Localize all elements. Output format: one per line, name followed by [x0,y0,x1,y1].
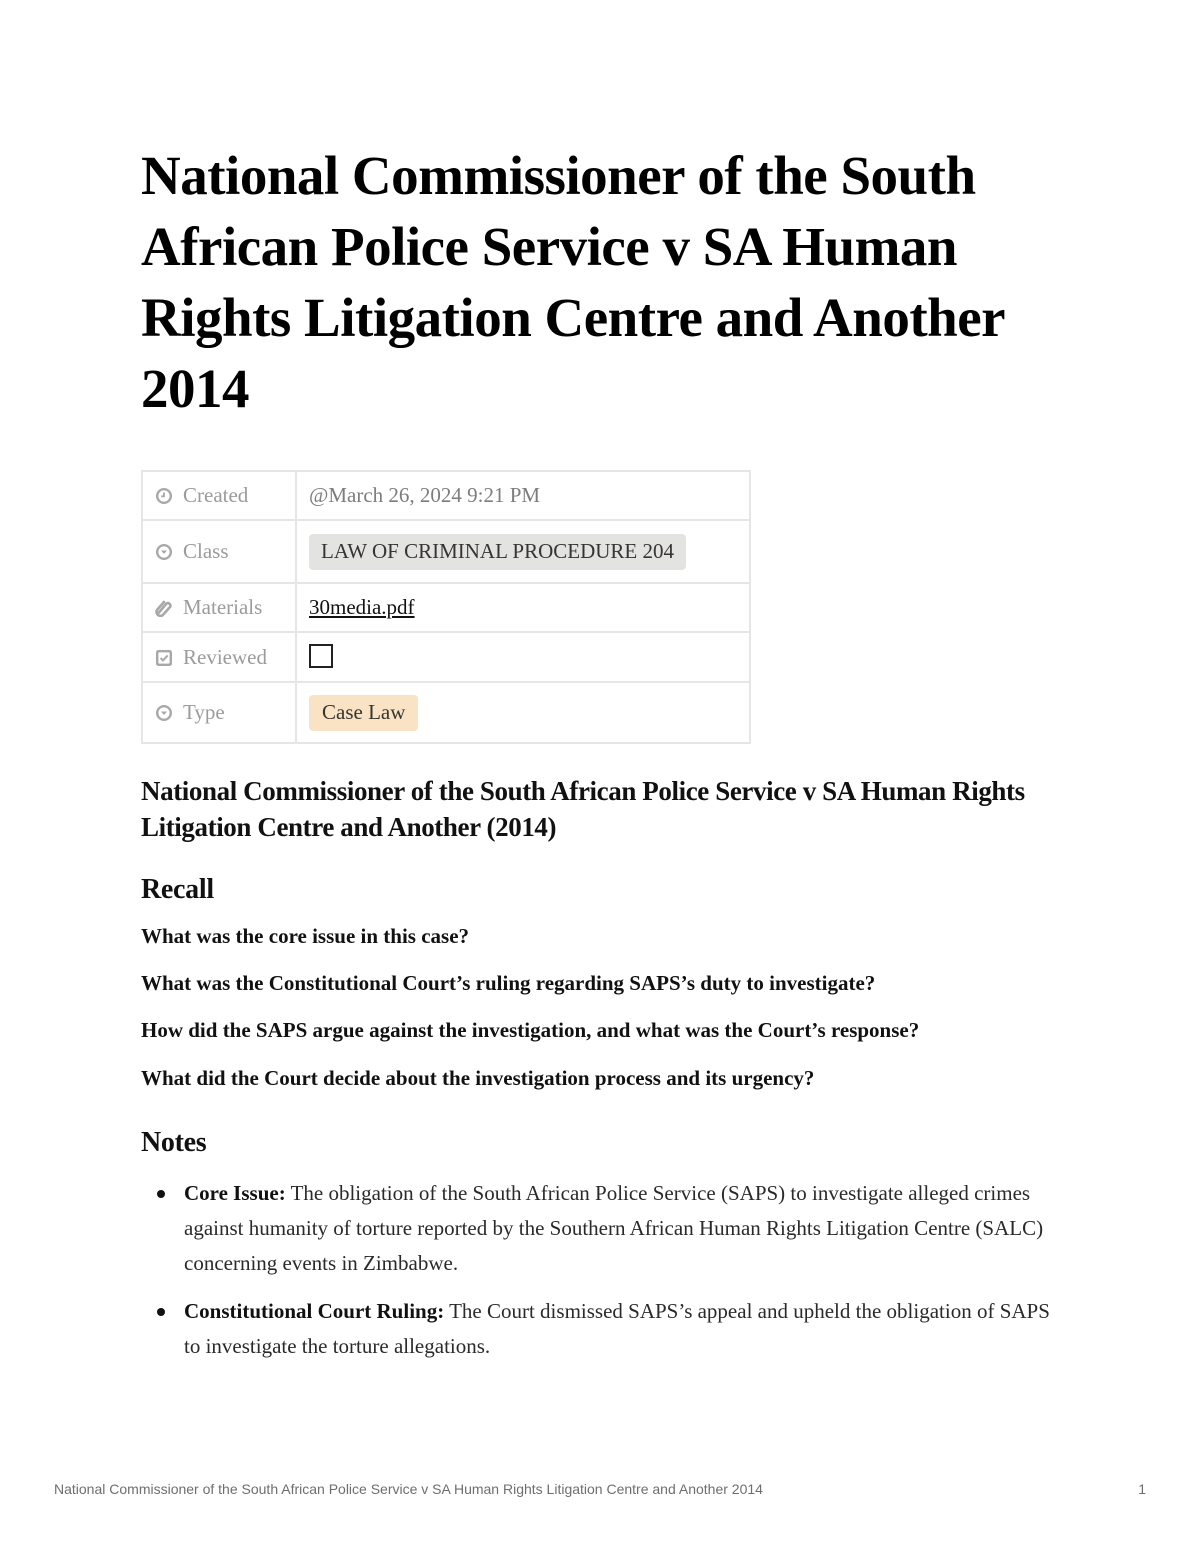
recall-question: What did the Court decide about the investigation process and its urgency? [141,1066,815,1090]
note-label: Core Issue: [184,1181,286,1205]
select-icon [155,704,173,722]
property-row-created [142,471,750,520]
materials-file-link[interactable]: 30media.pdf [309,595,415,619]
recall-heading: Recall [141,874,214,905]
note-label: Constitutional Court Ruling: [184,1299,445,1323]
paperclip-icon [155,599,173,617]
type-tag[interactable]: Case Law [309,695,418,731]
note-text: The obligation of the South African Police Service (SAPS) to investigate alleged crimes against humanity of torture reported by the Southern African Human Rights Litigation Centre (SALC) concerning events in Zimbabwe. [184,1181,1044,1275]
recall-question: What was the core issue in this case? [141,924,470,948]
note-text: The Court dismissed SAPS’s appeal and upheld the obligation of SAPS to investigate the torture allegations. [184,1299,1050,1358]
page-footer: National Commissioner of the South African Police Service v SA Human Rights Litigation Centre and Another 2014 [54,1481,763,1497]
property-label-materials: Materials [183,595,263,619]
property-row-materials [142,583,750,632]
property-label-reviewed: Reviewed [183,644,267,669]
notes-list [141,1176,1061,1377]
recall-question: What was the Constitutional Court’s ruling regarding SAPS’s duty to investigate? [141,971,876,995]
property-row-class [142,520,750,583]
page-number: 1 [1138,1481,1146,1497]
page-title: National Commissioner of the South African Police Service v SA Human Rights Litigation Centre and Another 2014 [141,145,1005,419]
property-label-class: Class [183,539,229,563]
property-row-type [142,682,750,743]
properties-table [141,470,751,744]
case-heading: National Commissioner of the South African Police Service v SA Human Rights Litigation Centre and Another (2014) [141,776,1025,842]
class-tag[interactable]: LAW OF CRIMINAL PROCEDURE 204 [309,534,686,570]
property-label-created: Created [183,483,249,507]
select-icon [155,543,173,561]
bullet-icon [157,1308,165,1316]
checkbox-icon [155,649,173,667]
notes-heading: Notes [141,1127,207,1158]
list-item [141,1176,1061,1281]
property-row-reviewed [142,632,750,682]
recall-question: How did the SAPS argue against the investigation, and what was the Court’s response? [141,1018,920,1042]
bullet-icon [157,1190,165,1198]
property-label-type: Type [183,700,225,724]
clock-icon [155,487,173,505]
list-item [141,1294,1061,1364]
created-date: @March 26, 2024 9:21 PM [296,471,750,520]
reviewed-checkbox[interactable] [309,644,333,668]
